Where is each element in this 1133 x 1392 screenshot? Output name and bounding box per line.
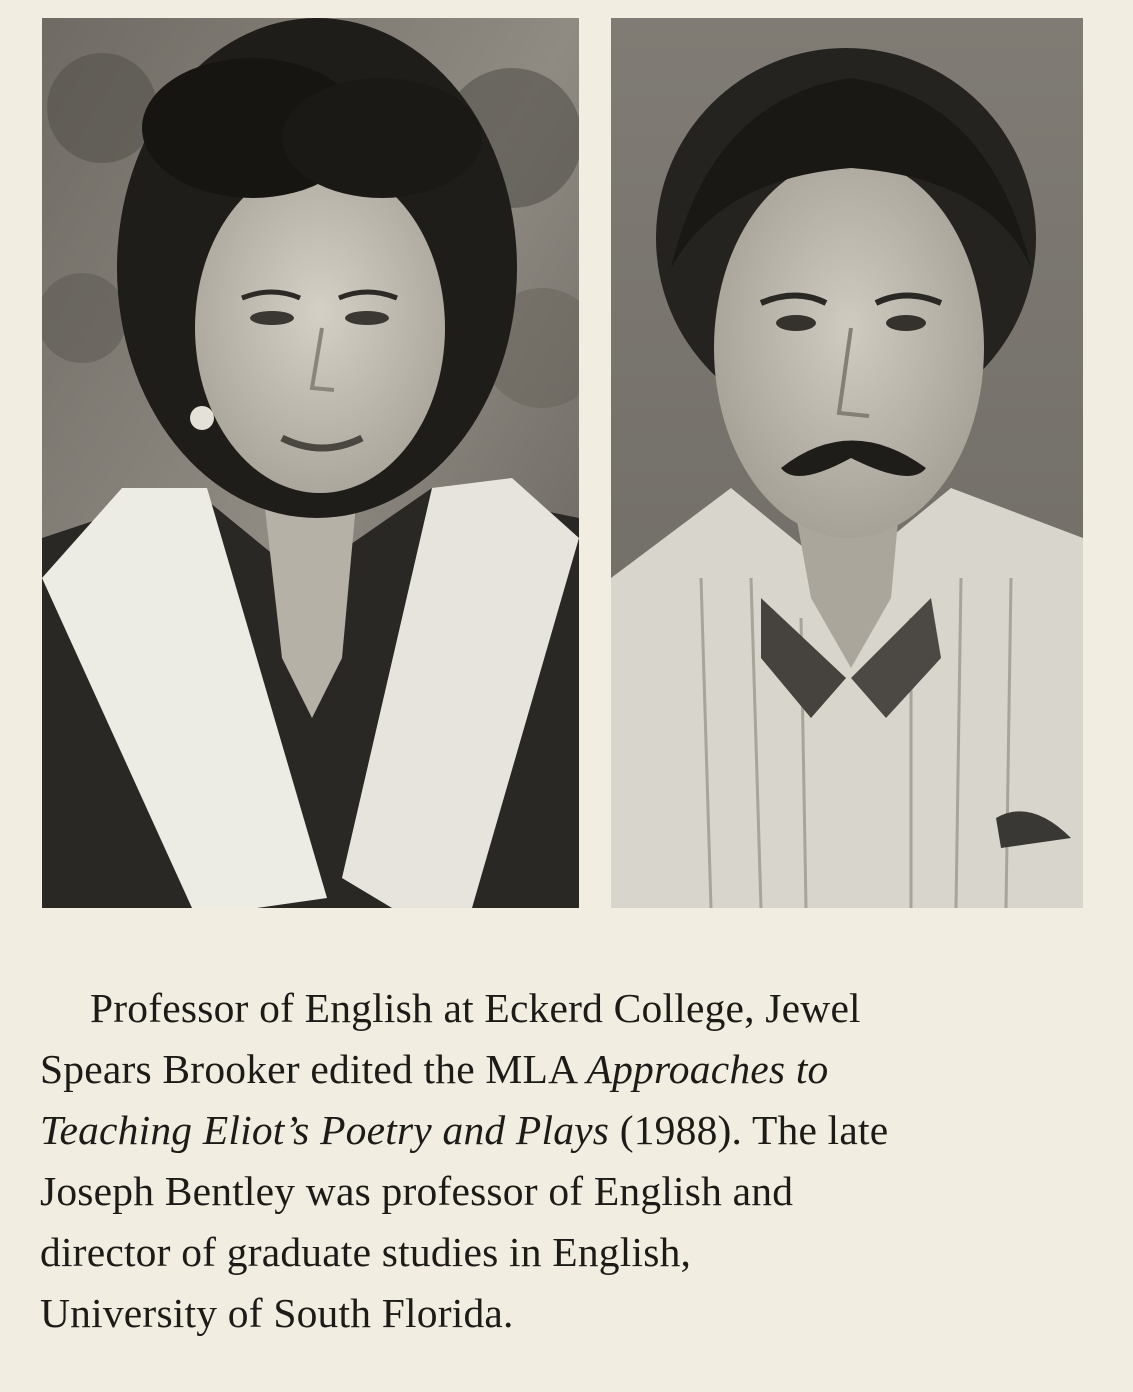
bio-line-2-text: Spears Brooker edited the MLA [40, 1046, 587, 1092]
bio-paragraph [40, 978, 1100, 1344]
bio-line-4: Joseph Bentley was professor of English and [40, 1168, 794, 1214]
portrait-photo-left [42, 18, 579, 908]
bio-line-1: Professor of English at Eckerd College, Jewel [90, 985, 861, 1031]
bio-line-3 [40, 1100, 1100, 1161]
bio-line-5: director of graduate studies in English, [40, 1229, 692, 1275]
portrait-photo-right [611, 18, 1083, 908]
portrait-man-image [611, 18, 1083, 908]
book-title-part-1: Approaches to [586, 1046, 829, 1092]
portrait-woman-image [42, 18, 579, 908]
bio-line-3-text: (1988). The late [609, 1107, 889, 1153]
bio-line-6: University of South Florida. [40, 1290, 514, 1336]
bio-line-2 [40, 1039, 1100, 1100]
book-title-part-2: Teaching Eliot’s Poetry and Plays [40, 1107, 610, 1153]
